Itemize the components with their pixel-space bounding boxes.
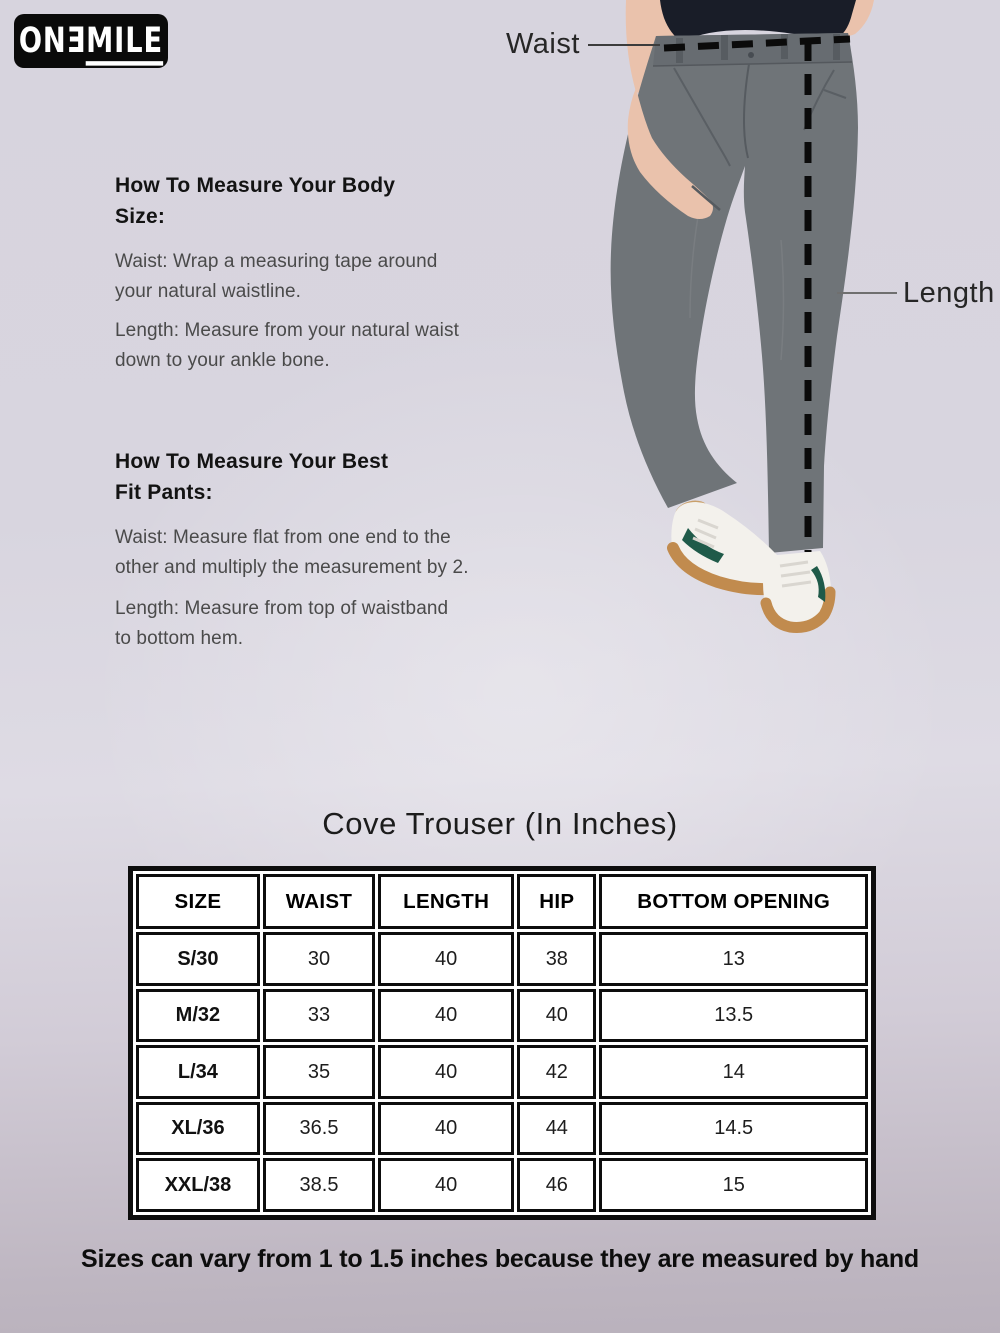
size-chart-table xyxy=(128,866,876,1220)
best-fit-heading-line2: Fit Pants: xyxy=(115,481,213,504)
cell-length: 40 xyxy=(378,932,514,986)
best-fit-waist-line1: Waist: Measure flat from one end to the xyxy=(115,527,451,548)
cell-bottom-opening: 13.5 xyxy=(599,989,868,1043)
header-bottom-opening: BOTTOM OPENING xyxy=(599,874,868,929)
body-size-length-line1: Length: Measure from your natural waist xyxy=(115,320,459,341)
best-fit-length-line2: to bottom hem. xyxy=(115,628,244,649)
best-fit-waist-text xyxy=(115,523,469,583)
model-trousers xyxy=(611,33,858,553)
cell-size: XL/36 xyxy=(136,1102,260,1156)
best-fit-length-text xyxy=(115,594,448,654)
header-size: SIZE xyxy=(136,874,260,929)
brand-logo-one: ONƎ xyxy=(18,20,87,62)
cell-length: 40 xyxy=(378,1102,514,1156)
cell-waist: 30 xyxy=(263,932,375,986)
cell-hip: 38 xyxy=(517,932,596,986)
cell-hip: 40 xyxy=(517,989,596,1043)
body-size-heading-line1: How To Measure Your Body xyxy=(115,174,396,197)
cell-size: L/34 xyxy=(136,1045,260,1099)
brand-logo xyxy=(14,14,168,68)
table-row xyxy=(136,1158,868,1212)
cell-waist: 38.5 xyxy=(263,1158,375,1212)
table-row xyxy=(136,932,868,986)
body-size-waist-text xyxy=(115,247,437,307)
cell-bottom-opening: 14.5 xyxy=(599,1102,868,1156)
cell-size: M/32 xyxy=(136,989,260,1043)
cell-hip: 46 xyxy=(517,1158,596,1212)
best-fit-heading xyxy=(115,446,388,508)
length-label: Length xyxy=(903,277,995,309)
size-chart-title: Cove Trouser (In Inches) xyxy=(322,806,678,841)
body-size-waist-line1: Waist: Wrap a measuring tape around xyxy=(115,251,438,272)
table-row xyxy=(136,989,868,1043)
best-fit-waist-line2: other and multiply the measurement by 2. xyxy=(115,557,469,578)
cell-size: XXL/38 xyxy=(136,1158,260,1212)
best-fit-length-line1: Length: Measure from top of waistband xyxy=(115,598,449,619)
cell-waist: 33 xyxy=(263,989,375,1043)
cell-bottom-opening: 14 xyxy=(599,1045,868,1099)
cell-length: 40 xyxy=(378,1158,514,1212)
header-length: LENGTH xyxy=(378,874,514,929)
cell-hip: 44 xyxy=(517,1102,596,1156)
cell-size: S/30 xyxy=(136,932,260,986)
body-size-heading xyxy=(115,170,395,232)
body-size-heading-line2: Size: xyxy=(115,205,166,228)
table-row xyxy=(136,1102,868,1156)
cell-bottom-opening: 13 xyxy=(599,932,868,986)
waist-button xyxy=(748,52,754,58)
cell-length: 40 xyxy=(378,1045,514,1099)
cell-bottom-opening: 15 xyxy=(599,1158,868,1212)
cell-hip: 42 xyxy=(517,1045,596,1099)
best-fit-heading-line1: How To Measure Your Best xyxy=(115,450,389,473)
table-row xyxy=(136,1045,868,1099)
body-size-waist-line2: your natural waistline. xyxy=(115,281,302,302)
table-header-row xyxy=(136,874,868,929)
waist-label: Waist xyxy=(506,28,580,60)
brand-logo-text xyxy=(19,21,163,61)
body-size-length-line2: down to your ankle bone. xyxy=(115,350,330,371)
cell-waist: 36.5 xyxy=(263,1102,375,1156)
brand-logo-mile: MILE xyxy=(86,21,163,66)
header-waist: WAIST xyxy=(263,874,375,929)
header-hip: HIP xyxy=(517,874,596,929)
hand-measure-note: Sizes can vary from 1 to 1.5 inches because they are measured by hand xyxy=(81,1245,919,1273)
cell-waist: 35 xyxy=(263,1045,375,1099)
body-size-length-text xyxy=(115,316,459,376)
cell-length: 40 xyxy=(378,989,514,1043)
model-photo xyxy=(540,0,960,660)
